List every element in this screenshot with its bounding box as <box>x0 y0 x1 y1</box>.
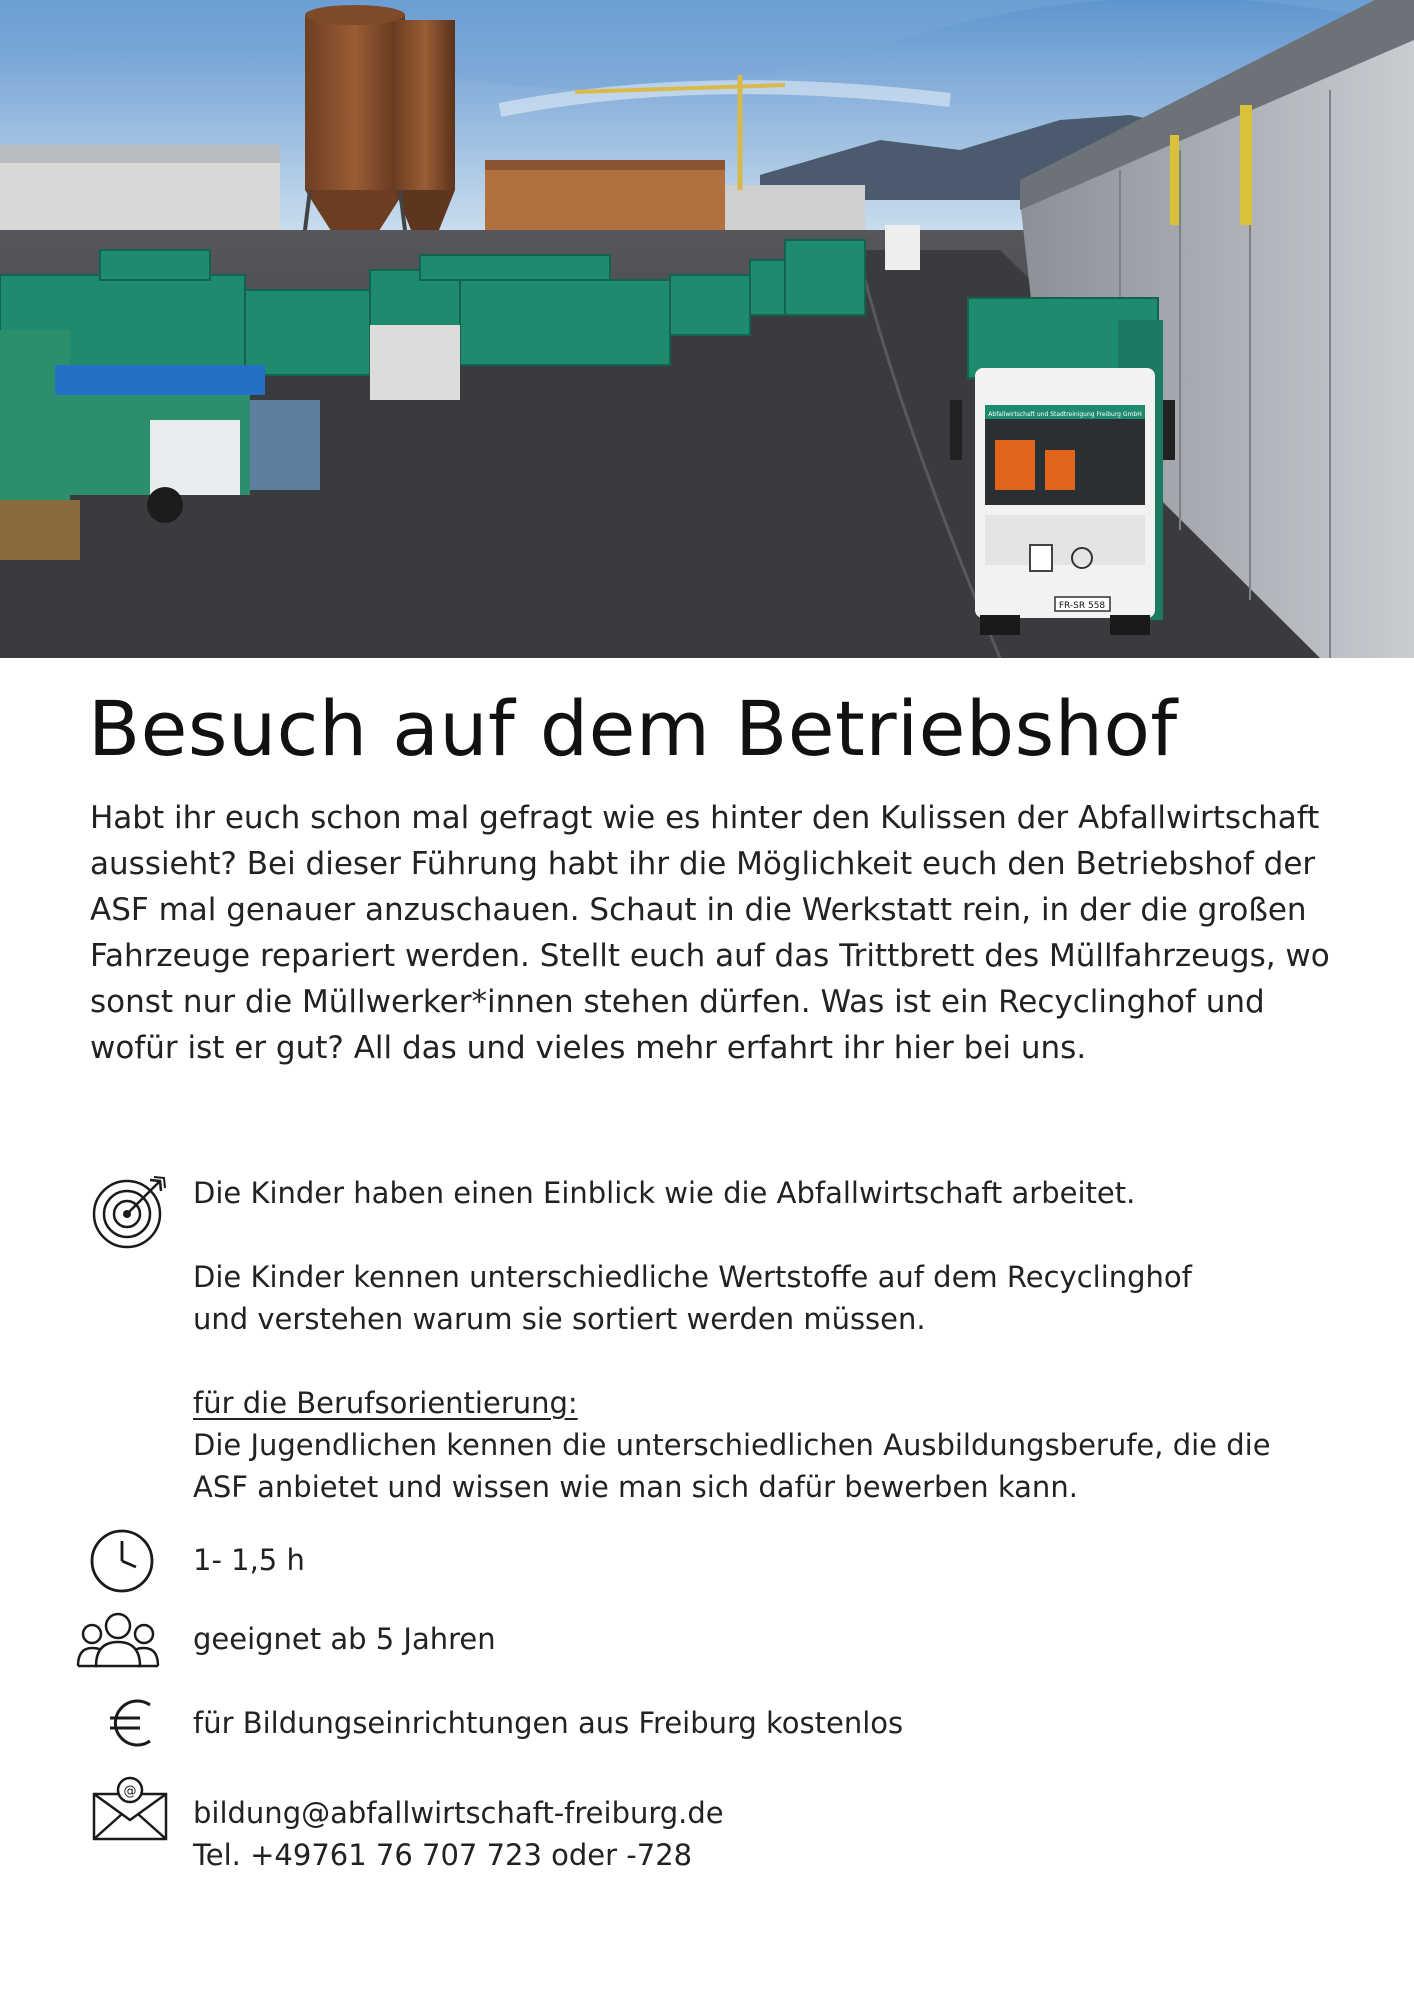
age-text: geeignet ab 5 Jahren <box>193 1622 496 1656</box>
intro-paragraph: Habt ihr euch schon mal gefragt wie es hinter den Kulissen der Abfallwirtschaft aussieht? Bei dieser Führung habt ihr die Möglichkeit euch den Betriebshof der ASF mal genauer anzuschauen. Schaut in die Werkstatt rein, in der die großen Fahrzeuge repariert werden. Stellt euch auf das Trittbrett des Müllfahrzeugs, wo sonst nur die Müllwerker*innen stehen dürfen. Was ist ein Recyclinghof und wofür ist er gut? All das und vieles mehr erfahrt ihr hier bei uns. <box>90 800 1330 1066</box>
garbage-truck <box>950 298 1175 635</box>
mail-icon <box>92 1776 170 1846</box>
goals-text <box>193 1172 1343 1508</box>
duration-text: 1- 1,5 h <box>193 1543 305 1577</box>
page-title: Besuch auf dem Betriebshof <box>88 684 1178 773</box>
goal-item: Die Kinder kennen unterschiedliche Wertstoffe auf dem Recyclinghof und verstehen warum sie sortiert werden müssen. <box>193 1260 1192 1336</box>
phone-number: Tel. +49761 76 707 723 oder -728 <box>193 1838 693 1872</box>
contact-text <box>193 1792 1343 1876</box>
depot-photo-illustration <box>0 0 1414 658</box>
email-link[interactable]: bildung@abfallwirtschaft-freiburg.de <box>193 1796 724 1830</box>
target-icon <box>90 1172 170 1256</box>
header-photo <box>0 0 1414 658</box>
euro-icon <box>108 1696 158 1754</box>
clock-icon <box>88 1527 156 1599</box>
career-text: Die Jugendlichen kennen die unterschiedlichen Ausbildungsberufe, die die ASF anbietet und wissen wie man sich dafür bewerben kann. <box>193 1428 1271 1504</box>
svg-text:@: @ <box>123 1784 137 1799</box>
truck-cab-text: Abfallwirtschaft und Stadtreinigung Freiburg GmbH <box>988 411 1142 418</box>
license-plate: FR-SR 558 <box>1058 601 1106 611</box>
career-heading: für die Berufsorientierung: <box>193 1386 578 1420</box>
group-icon <box>76 1608 160 1676</box>
goal-item: Die Kinder haben einen Einblick wie die Abfallwirtschaft arbeitet. <box>193 1176 1136 1210</box>
cost-text: für Bildungseinrichtungen aus Freiburg kostenlos <box>193 1706 904 1740</box>
